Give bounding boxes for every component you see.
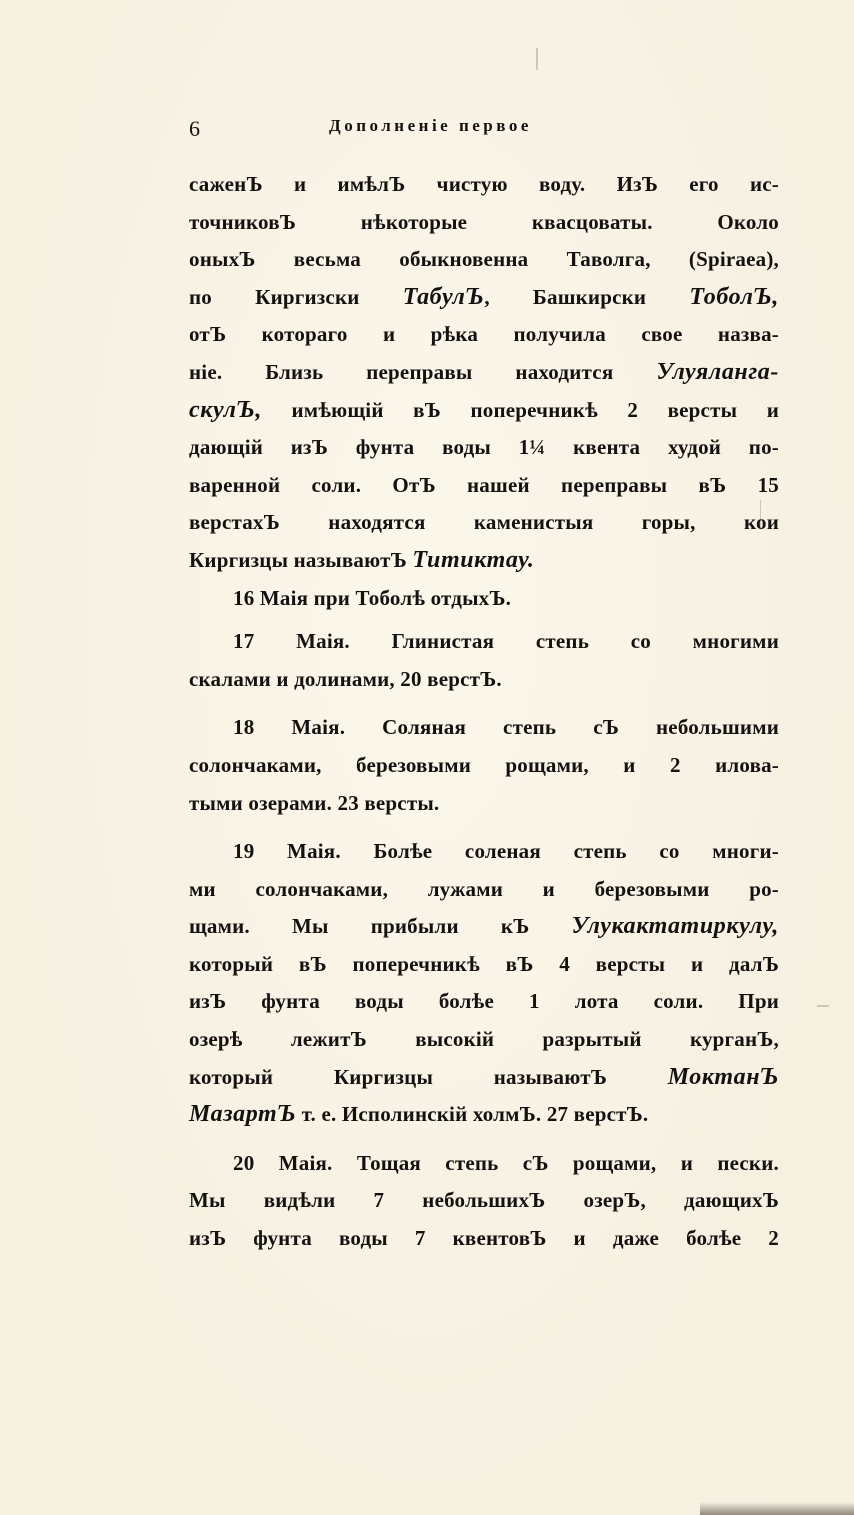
text-line	[189, 833, 779, 871]
text-run: Мы видѣли 7 небольшихЪ озерЪ, дающихЪ	[189, 1188, 779, 1213]
paper-mark	[817, 1005, 829, 1007]
text-line	[189, 908, 779, 946]
text-line	[189, 204, 779, 242]
text-line	[189, 1182, 779, 1220]
text-run: 18 Маiя. Соляная степь сЪ небольшими	[233, 715, 779, 740]
text-run: имѣющiй вЪ поперечникѣ 2 версты и	[262, 397, 779, 422]
paper-mark	[536, 48, 538, 70]
text-run: тыми озерами. 23 версты.	[189, 790, 440, 815]
text-run: , Башкирски	[484, 284, 690, 309]
italic-term: скулЪ,	[189, 396, 262, 423]
paper-mark	[760, 500, 761, 530]
text-line	[189, 166, 779, 204]
text-run: отЪ котораго и рѣка получила свое назва-	[189, 322, 779, 347]
text-line	[189, 279, 779, 317]
text-line	[189, 983, 779, 1021]
text-run: 16 Маiя при Тоболѣ отдыхЪ.	[233, 585, 512, 610]
text-line	[189, 871, 779, 909]
text-line	[189, 429, 779, 467]
text-line	[189, 661, 779, 699]
text-run: оныхЪ весьма обыкновенна Таволга, (Spiraea),	[189, 247, 779, 272]
body-text	[189, 166, 779, 1258]
text-run: скалами и долинами, 20 верстЪ.	[189, 666, 502, 691]
running-head: Дополненiе первое	[329, 116, 532, 135]
text-line	[189, 1220, 779, 1258]
italic-term: Улуялангa-	[656, 358, 779, 385]
text-run: солончаками, березовыми рощами, и 2 илова-	[189, 752, 779, 777]
text-line	[189, 946, 779, 984]
text-line	[189, 1096, 779, 1134]
page-header	[189, 116, 779, 146]
text-line	[189, 467, 779, 505]
text-run: щами. Мы прибыли кЪ	[189, 914, 572, 939]
text-line	[189, 623, 779, 661]
text-run: который вЪ поперечникѣ вЪ 4 версты и далЪ	[189, 951, 779, 976]
text-line	[189, 392, 779, 430]
italic-term: Улукактатиркулу,	[571, 913, 779, 940]
italic-term: ТоболЪ,	[689, 283, 779, 310]
text-run: Киргизцы называютЪ	[189, 547, 413, 572]
text-line	[189, 747, 779, 785]
text-run: нiе. Близь переправы находится	[189, 359, 657, 384]
text-line	[189, 241, 779, 279]
text-run: варенной соли. ОтЪ нашей переправы вЪ 15	[189, 472, 779, 497]
page-number: 6	[189, 116, 200, 141]
text-run: который Киргизцы называютЪ	[189, 1064, 668, 1089]
text-line	[189, 785, 779, 823]
text-line	[189, 542, 779, 580]
text-line	[189, 354, 779, 392]
text-line	[189, 1021, 779, 1059]
text-run: т. е. Исполинскiй холмЪ. 27 верстЪ.	[296, 1102, 649, 1127]
text-run: 17 Маiя. Глинистая степь со многими	[233, 629, 779, 654]
text-run: по Киргизски	[189, 284, 403, 309]
text-run: изЪ фунта воды болѣе 1 лота соли. При	[189, 989, 779, 1014]
text-run: 20 Маiя. Тощая степь сЪ рощами, и пески.	[233, 1150, 779, 1175]
italic-term: Титиктау.	[412, 546, 535, 573]
text-run: саженЪ и имѣлЪ чистую воду. ИзЪ его ис-	[189, 172, 779, 196]
page-edge-shadow	[700, 1502, 854, 1515]
text-run: дающiй изЪ фунта воды 1¼ квента худой по-	[189, 435, 779, 460]
text-run: озерѣ лежитЪ высокiй разрытый курганЪ,	[189, 1027, 779, 1052]
text-run: 19 Маiя. Болѣе соленая степь со многи-	[233, 839, 779, 864]
italic-term: МазартЪ	[189, 1101, 297, 1128]
italic-term: МоктанЪ	[667, 1063, 779, 1090]
text-run: верстахЪ находятся каменистыя горы, кои	[189, 510, 779, 535]
text-line	[189, 316, 779, 354]
text-line	[189, 1145, 779, 1183]
text-line	[189, 1059, 779, 1097]
text-line	[189, 504, 779, 542]
text-run: изЪ фунта воды 7 квентовЪ и даже болѣе 2	[189, 1226, 779, 1251]
text-run: ми солончаками, лужами и березовыми ро-	[189, 876, 779, 901]
text-line	[189, 709, 779, 747]
text-line	[189, 580, 779, 618]
italic-term: ТабулЪ	[402, 283, 485, 310]
text-run: точниковЪ нѣкоторые квасцоваты. Около	[189, 209, 779, 234]
